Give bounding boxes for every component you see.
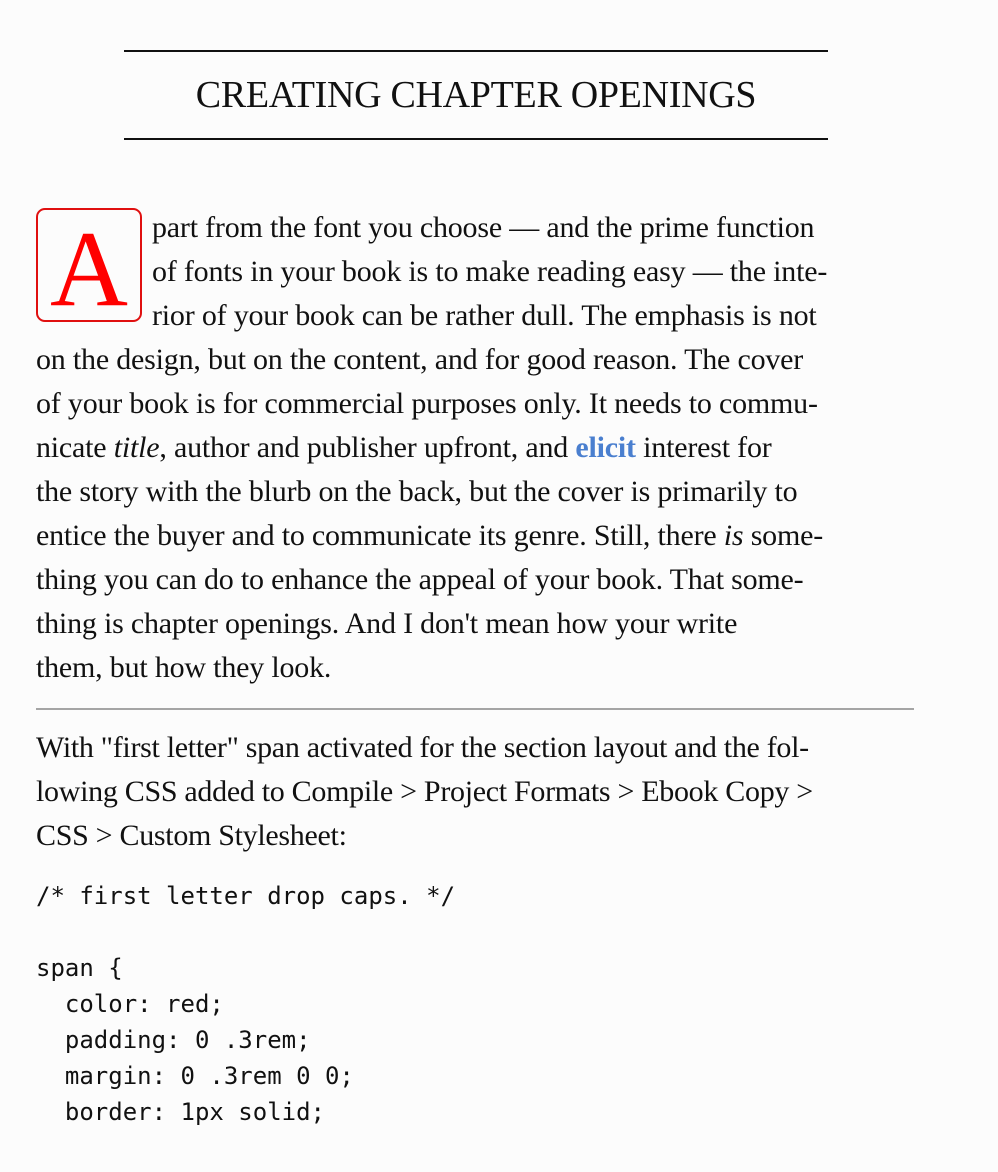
instruction-paragraph (36, 726, 916, 858)
heading-bottom-rule (124, 138, 828, 140)
paragraph-line: of your book is for commercial purposes only. It needs to commu- (36, 387, 818, 420)
code-line (36, 914, 916, 950)
paragraph-text: entice the buyer and to communicate its genre. Still, there (36, 519, 724, 552)
code-line: /* first letter drop caps. */ (36, 882, 456, 910)
paragraph-text: nicate (36, 431, 114, 464)
paragraph-line (36, 426, 916, 470)
italic-is: is (723, 519, 744, 552)
drop-cap-letter: A (36, 208, 142, 322)
code-line: span { (36, 954, 123, 982)
note-line: lowing CSS added to Compile > Project Formats > Ebook Copy > (36, 775, 813, 808)
code-line: margin: 0 .3rem 0 0; (36, 1062, 354, 1090)
note-line: With "first letter" span activated for the section layout and the fol- (36, 731, 809, 764)
paragraph-line: thing is chapter openings. And I don't mean how your write (36, 607, 738, 640)
code-line: padding: 0 .3rem; (36, 1026, 311, 1054)
section-divider (36, 708, 914, 710)
paragraph-line: thing you can do to enhance the appeal of your book. That some- (36, 563, 804, 596)
paragraph-line: on the design, but on the content, and for good reason. The cover (36, 343, 804, 376)
opening-paragraph (36, 206, 916, 690)
italic-title: title (113, 431, 160, 464)
paragraph-text: some- (743, 519, 824, 552)
paragraph-line: part from the font you choose — and the prime function (152, 211, 815, 244)
paragraph-line: them, but how they look. (36, 651, 332, 684)
note-line: CSS > Custom Stylesheet: (36, 819, 347, 852)
code-line: border: 1px solid; (36, 1098, 325, 1126)
paragraph-line: the story with the blurb on the back, but the cover is primarily to (36, 475, 798, 508)
paragraph-text: , author and publisher upfront, and (159, 431, 576, 464)
css-code-block (36, 878, 916, 1130)
paragraph-line: of fonts in your book is to make reading easy — the inte- (152, 255, 828, 288)
chapter-body (36, 206, 916, 1130)
paragraph-line (36, 514, 916, 558)
paragraph-text: interest for (635, 431, 772, 464)
code-line: color: red; (36, 990, 224, 1018)
paragraph-line: rior of your book can be rather dull. The emphasis is not (152, 299, 817, 332)
chapter-heading (124, 50, 828, 140)
elicit-link[interactable]: elicit (575, 431, 636, 464)
chapter-title: CREATING CHAPTER OPENINGS (195, 74, 757, 116)
